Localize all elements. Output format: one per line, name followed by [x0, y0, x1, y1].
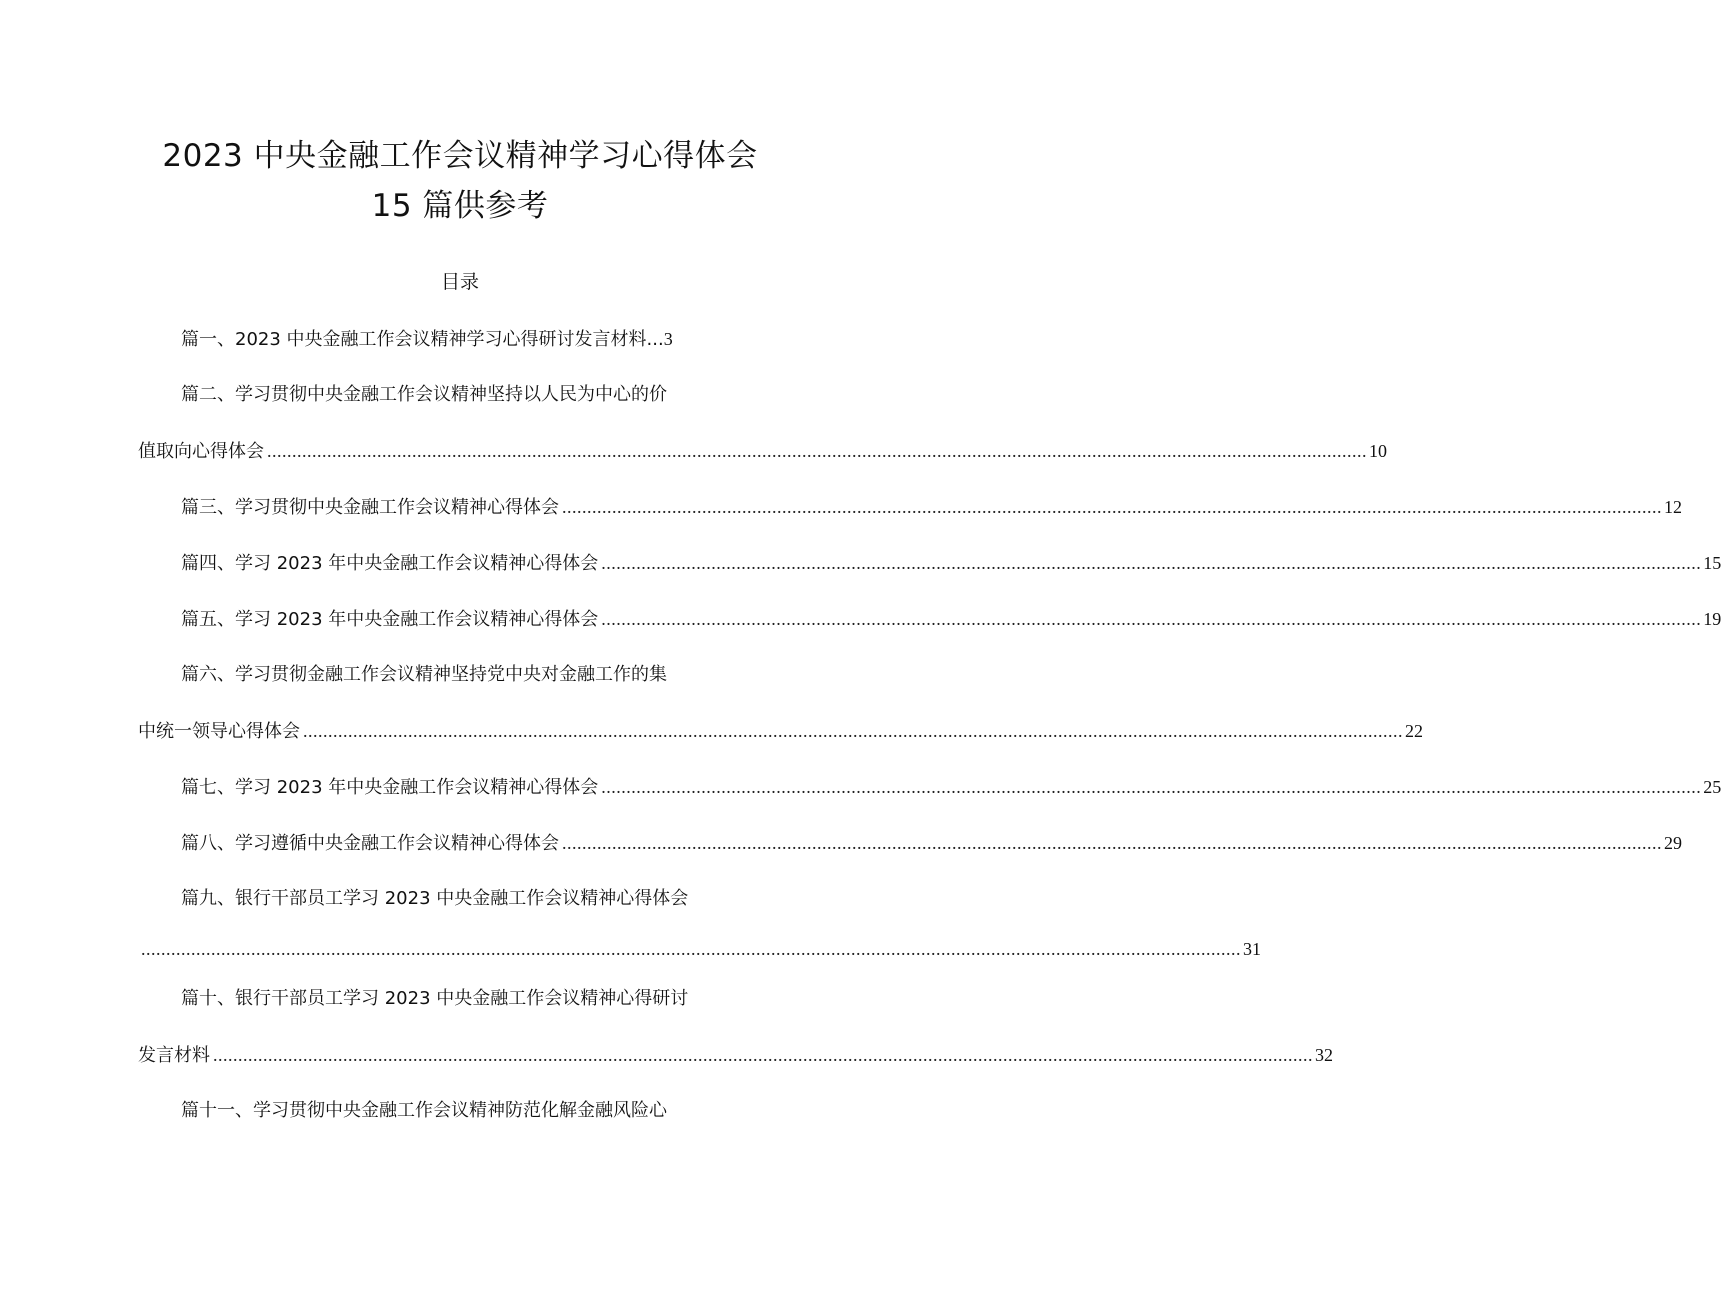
toc-entry-10-line2[interactable] — [138, 1041, 1333, 1069]
toc-entry-text: 篇九、银行干部员工学习 2023 中央金融工作会议精神心得体会 — [181, 888, 689, 909]
toc-entry-2-line2[interactable] — [138, 437, 1387, 465]
toc-leader-dots: ............................................................................................................................................................................................................................ — [213, 1045, 1313, 1065]
toc-entry-text: 篇十一、学习贯彻中央金融工作会议精神防范化解金融风险心 — [181, 1100, 667, 1121]
toc-entry-9-line1[interactable] — [181, 885, 688, 913]
toc-entry-text: 篇十、银行干部员工学习 2023 中央金融工作会议精神心得研讨 — [181, 988, 689, 1009]
toc-entry-text: 篇一、2023 中央金融工作会议精神学习心得研讨发言材料 — [181, 329, 647, 350]
toc-page-number: 10 — [1369, 441, 1387, 461]
toc-entry-6-line1[interactable] — [181, 661, 667, 689]
toc-entry-7[interactable] — [181, 773, 1721, 801]
toc-entry-6-line2[interactable] — [138, 717, 1423, 745]
toc-entry-text: 值取向心得体会 — [138, 441, 264, 462]
toc-leader-dots: ............................................................................................................................................................................................................................ — [562, 833, 1662, 853]
toc-leader-dots: ............................................................................................................................................................................................................................ — [601, 553, 1702, 573]
toc-heading: 目录 — [440, 271, 479, 293]
toc-entry-text: 中统一领导心得体会 — [138, 721, 300, 742]
toc-entry-8[interactable] — [181, 829, 1682, 857]
toc-page-number: 29 — [1664, 833, 1682, 853]
toc-page-number: 19 — [1703, 609, 1721, 629]
toc-entry-text: 篇八、学习遵循中央金融工作会议精神心得体会 — [181, 833, 559, 854]
toc-entry-text: 篇三、学习贯彻中央金融工作会议精神心得体会 — [181, 497, 559, 518]
toc-leader-dots: ............................................................................................................................................................................................................................ — [267, 441, 1367, 461]
toc-entry-text: 篇六、学习贯彻金融工作会议精神坚持党中央对金融工作的集 — [181, 664, 667, 685]
toc-page-number: 15 — [1703, 553, 1721, 573]
toc-entry-2-line1[interactable] — [181, 381, 667, 409]
toc-page-number: 32 — [1315, 1045, 1333, 1065]
toc-page-number: 12 — [1664, 497, 1682, 517]
toc-entry-ellipsis: ... — [646, 329, 664, 350]
toc-entry-1[interactable] — [181, 325, 673, 353]
document-title-line1: 2023 中央金融工作会议精神学习心得体会 — [162, 138, 758, 174]
toc-entry-11-line1[interactable] — [181, 1097, 667, 1125]
toc-entry-3[interactable] — [181, 493, 1682, 521]
toc-entry-text: 篇七、学习 2023 年中央金融工作会议精神心得体会 — [181, 777, 599, 798]
toc-leader-dots: ............................................................................................................................................................................................................................ — [562, 497, 1662, 517]
toc-leader-dots: ............................................................................................................................................................................................................................ — [141, 939, 1241, 959]
document-title-line2: 15 篇供参考 — [371, 188, 549, 224]
toc-entry-text: 篇四、学习 2023 年中央金融工作会议精神心得体会 — [181, 553, 599, 574]
toc-entry-text: 篇五、学习 2023 年中央金融工作会议精神心得体会 — [181, 609, 599, 630]
toc-entry-4[interactable] — [181, 549, 1721, 577]
toc-leader-dots: ............................................................................................................................................................................................................................ — [601, 609, 1702, 629]
toc-page-number: 3 — [663, 329, 673, 349]
toc-entry-text: 发言材料 — [138, 1045, 210, 1066]
toc-entry-10-line1[interactable] — [181, 985, 688, 1013]
toc-entry-9-line2[interactable] — [138, 935, 1261, 963]
toc-page-number: 31 — [1243, 939, 1261, 959]
toc-leader-dots: ............................................................................................................................................................................................................................ — [601, 777, 1702, 797]
toc-entry-text: 篇二、学习贯彻中央金融工作会议精神坚持以人民为中心的价 — [181, 384, 667, 405]
toc-leader-dots: ............................................................................................................................................................................................................................ — [303, 721, 1403, 741]
toc-entry-5[interactable] — [181, 605, 1721, 633]
toc-page-number: 25 — [1703, 777, 1721, 797]
toc-page-number: 22 — [1405, 721, 1423, 741]
